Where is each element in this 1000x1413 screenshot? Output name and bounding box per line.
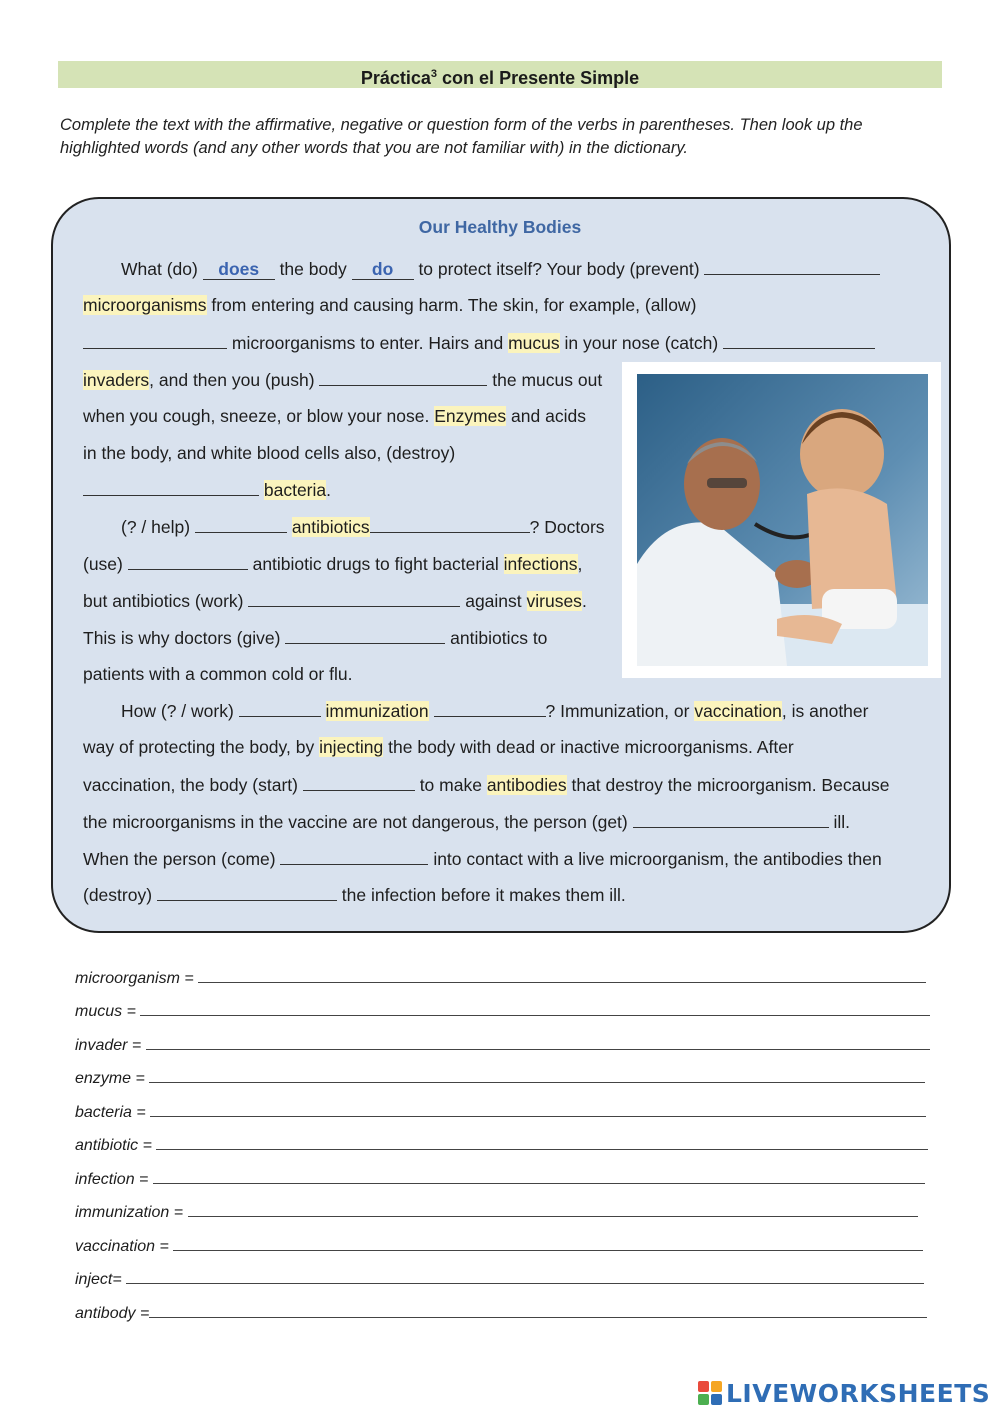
vocab-row-antibiotic: antibiotic =	[75, 1135, 928, 1157]
vocab-row-microorganism: microorganism =	[75, 968, 926, 990]
title-text: Práctica	[360, 68, 431, 88]
passage-line-14: way of protecting the body, by injecting the body with dead or inactive microorganisms. After	[83, 737, 794, 757]
highlight-immunization: immunization	[325, 701, 429, 721]
vocab-answer-line[interactable]	[173, 1236, 923, 1251]
answer-blank-2[interactable]: do	[352, 259, 414, 280]
passage-line-8: (? / help) antibiotics ? Doctors	[83, 514, 605, 538]
answer-blank-17[interactable]	[280, 846, 428, 865]
passage-line-18: (destroy) the infection before it makes them ill.	[83, 882, 626, 906]
highlight-antibiotics: antibiotics	[291, 517, 370, 537]
passage-line-1: What (do) does the body do to protect itself? Your body (prevent)	[83, 256, 880, 280]
passage-line-6: in the body, and white blood cells also, (destroy)	[83, 443, 456, 463]
passage-line-7: bacteria.	[83, 477, 331, 501]
highlight-enzymes: Enzymes	[434, 406, 507, 426]
passage-line-3: microorganisms to enter. Hairs and mucus in your nose (catch)	[83, 330, 875, 354]
vocab-answer-line[interactable]	[146, 1035, 930, 1050]
vocab-answer-line[interactable]	[149, 1303, 927, 1318]
vocab-answer-line[interactable]	[198, 968, 926, 983]
vocab-row-invader: invader =	[75, 1035, 930, 1057]
answer-blank-12[interactable]	[285, 625, 445, 644]
passage-line-17: When the person (come) into contact with a live microorganism, the antibodies then	[83, 846, 882, 870]
passage-line-13: How (? / work) immunization ? Immunization, or vaccination, is another	[83, 698, 868, 722]
logo-text: LIVEWORKSHEETS	[726, 1378, 991, 1408]
title-superscript: 3	[430, 68, 438, 80]
vocab-row-antibody: antibody =	[75, 1303, 927, 1325]
worksheet-title	[58, 61, 942, 88]
vocab-row-inject: inject=	[75, 1269, 924, 1291]
passage-line-4: invaders, and then you (push) the mucus out	[83, 367, 602, 391]
highlight-bacteria: bacteria	[263, 480, 327, 500]
highlight-invaders: invaders	[83, 370, 150, 390]
passage-line-11: This is why doctors (give) antibiotics to	[83, 625, 547, 649]
highlight-injecting: injecting	[319, 737, 384, 757]
answer-blank-15[interactable]	[303, 772, 415, 791]
vocab-answer-line[interactable]	[126, 1269, 924, 1284]
answer-blank-4[interactable]	[83, 330, 227, 349]
passage-line-16: the microorganisms in the vaccine are not dangerous, the person (get) ill.	[83, 809, 850, 833]
passage-title: Our Healthy Bodies	[418, 217, 582, 237]
highlight-infections: infections	[503, 554, 578, 574]
doctor-child-photo	[637, 374, 928, 666]
vocab-answer-line[interactable]	[150, 1102, 926, 1117]
answer-blank-9[interactable]	[370, 514, 530, 533]
vocab-answer-line[interactable]	[156, 1135, 928, 1150]
logo-cube-icon	[698, 1381, 722, 1405]
answer-blank-14[interactable]	[434, 698, 546, 717]
vocab-row-enzyme: enzyme =	[75, 1068, 925, 1090]
highlight-viruses: viruses	[526, 591, 582, 611]
vocab-row-mucus: mucus =	[75, 1001, 930, 1023]
vocab-answer-line[interactable]	[149, 1068, 925, 1083]
answer-blank-18[interactable]	[157, 882, 337, 901]
passage-line-9: (use) antibiotic drugs to fight bacterial infections,	[83, 551, 582, 575]
answer-blank-7[interactable]	[83, 477, 259, 496]
answer-blank-11[interactable]	[248, 588, 460, 607]
vocab-row-vaccination: vaccination =	[75, 1236, 923, 1258]
vocab-answer-line[interactable]	[188, 1202, 918, 1217]
title-text-rest: con el Presente Simple	[437, 68, 640, 88]
highlight-antibodies: antibodies	[486, 775, 567, 795]
vocab-row-immunization: immunization =	[75, 1202, 918, 1224]
vocab-row-bacteria: bacteria =	[75, 1102, 926, 1124]
passage-line-12: patients with a common cold or flu.	[83, 664, 353, 684]
answer-blank-5[interactable]	[723, 330, 875, 349]
highlight-vaccination: vaccination	[694, 701, 782, 721]
answer-blank-3[interactable]	[704, 256, 880, 275]
answer-blank-1[interactable]: does	[203, 259, 275, 280]
passage-line-10: but antibiotics (work) against viruses.	[83, 588, 587, 612]
answer-blank-10[interactable]	[128, 551, 248, 570]
instructions: Complete the text with the affirmative, negative or question form of the verbs in parentheses. Then look up the highlighted words (and any other words that you are not familiar with) in the dictionary.	[60, 116, 863, 157]
passage-line-2: microorganisms from entering and causing harm. The skin, for example, (allow)	[83, 295, 697, 315]
passage-line-5: when you cough, sneeze, or blow your nose. Enzymes and acids	[83, 406, 586, 426]
answer-blank-6[interactable]	[319, 367, 487, 386]
passage-line-15: vaccination, the body (start) to make antibodies that destroy the microorganism. Because	[83, 772, 890, 796]
highlight-microorganisms: microorganisms	[83, 295, 207, 315]
answer-blank-8[interactable]	[195, 514, 287, 533]
vocab-answer-line[interactable]	[153, 1169, 925, 1184]
vocab-answer-line[interactable]	[140, 1001, 930, 1016]
answer-blank-13[interactable]	[239, 698, 321, 717]
liveworksheets-logo	[698, 1377, 990, 1409]
highlight-mucus: mucus	[508, 333, 560, 353]
answer-blank-16[interactable]	[633, 809, 829, 828]
vocab-row-infection: infection =	[75, 1169, 925, 1191]
